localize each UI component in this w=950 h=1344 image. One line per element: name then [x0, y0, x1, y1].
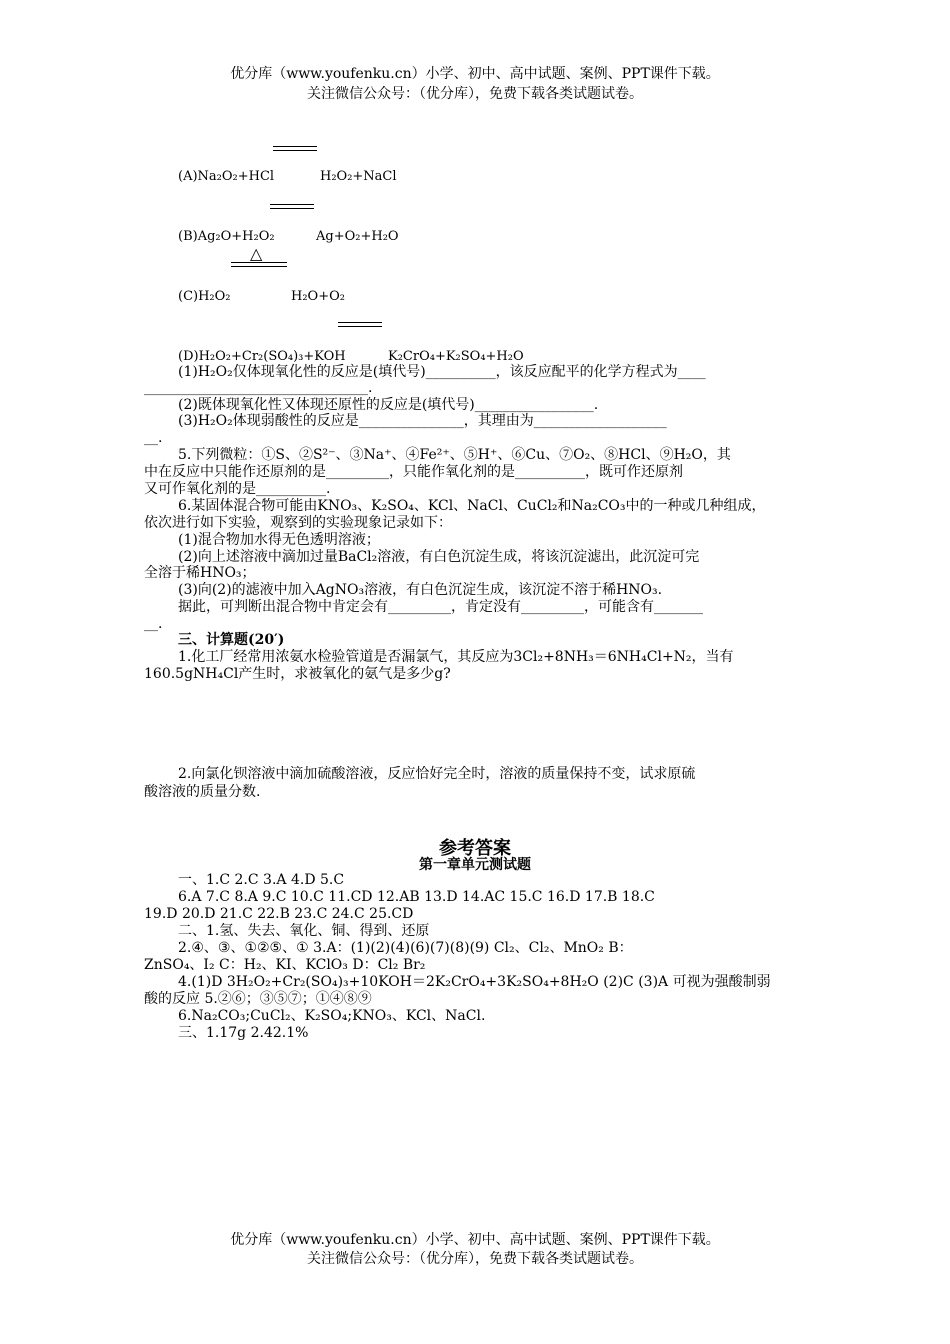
reaction-b-left: (B)Ag₂O+H₂O₂: [178, 229, 275, 244]
q6-line2: 依次进行如下实验，观察到的实验现象记录如下：: [144, 515, 452, 531]
calc-q1-line1: 1.化工厂经常用浓氨水检验管道是否漏氯气，其反应为3Cl₂+8NH₃＝6NH₄Cl+N₂，当有: [178, 649, 734, 665]
q6-line3: (1)混合物加水得无色透明溶液；: [178, 532, 380, 548]
q4-part2: (2)既体现氧化性又体现还原性的反应是(填代号)_________________.: [178, 397, 599, 413]
answer-line-1: 一、1.C 2.C 3.A 4.D 5.C: [178, 872, 345, 888]
page-footer-line1: 优分库（www.youfenku.cn）小学、初中、高中试题、案例、PPT课件下载。: [230, 1232, 720, 1248]
reaction-arrow-b: [270, 204, 314, 209]
page-footer-line2: 关注微信公众号：（优分库），免费下载各类试题试卷。: [307, 1251, 643, 1267]
answer-line-9: 6.Na₂CO₃;CuCl₂、K₂SO₄;KNO₃、KCl、NaCl.: [178, 1008, 486, 1024]
reaction-arrow-a: [273, 146, 317, 151]
answer-line-6: ZnSO₄、I₂ C：H₂、KI、KClO₃ D：Cl₂ Br₂: [144, 957, 426, 973]
reaction-c-left: (C)H₂O₂: [178, 289, 231, 304]
answer-line-8: 酸的反应 5.②⑥；③⑤⑦；①④⑧⑨: [144, 991, 372, 1007]
reaction-b-right: Ag+O₂+H₂O: [316, 229, 399, 244]
answer-line-10: 三、1.17g 2.42.1%: [178, 1025, 309, 1041]
q4-part1: (1)H₂O₂仅体现氧化性的反应是(填代号)__________，该反应配平的化学方程式为____: [178, 364, 706, 380]
answers-title: 参考答案: [439, 838, 511, 859]
reaction-arrow-c: [231, 262, 287, 267]
q4-part3-cont: __.: [144, 430, 163, 446]
reaction-arrow-d: [338, 322, 382, 327]
q5-line3: 又可作氧化剂的是__________.: [144, 481, 331, 497]
section3-heading: 三、计算题(20′): [178, 632, 285, 648]
heat-symbol: △: [250, 244, 263, 263]
calc-q1-line2: 160.5gNH₄Cl产生时，求被氧化的氨气是多少g?: [144, 666, 451, 682]
q6-line1: 6.某固体混合物可能由KNO₃、K₂SO₄、KCl、NaCl、CuCl₂和Na₂CO₃中的一种或几种组成，: [178, 498, 766, 514]
answer-line-5: 2.④、③、①②⑤、① 3.A：(1)(2)(4)(6)(7)(8)(9) Cl₂、Cl₂、MnO₂ B：: [178, 940, 633, 956]
reaction-c-right: H₂O+O₂: [291, 289, 345, 304]
q4-part3: (3)H₂O₂体现弱酸性的反应是_______________，其理由为___________________: [178, 413, 667, 429]
answer-line-3: 19.D 20.D 21.C 22.B 23.C 24.C 25.CD: [144, 906, 414, 922]
q6-line6: (3)向(2)的滤液中加入AgNO₃溶液，有白色沉淀生成，该沉淀不溶于稀HNO₃.: [178, 582, 663, 598]
answer-line-7: 4.(1)D 3H₂O₂+Cr₂(SO₄)₃+10KOH＝2K₂CrO₄+3K₂SO₄+8H₂O (2)C (3)A 可视为强酸制弱: [178, 974, 771, 990]
reaction-d-left: (D)H₂O₂+Cr₂(SO₄)₃+KOH: [178, 349, 346, 364]
q6-line8: __.: [144, 616, 163, 632]
answer-line-2: 6.A 7.C 8.A 9.C 10.C 11.CD 12.AB 13.D 14.AC 15.C 16.D 17.B 18.C: [178, 889, 655, 905]
answers-subtitle: 第一章单元测试题: [419, 857, 531, 873]
q5-line2: 中在反应中只能作还原剂的是_________，只能作氧化剂的是__________，既可作还原剂: [144, 464, 683, 480]
q6-line4: (2)向上述溶液中滴加过量BaCl₂溶液，有白色沉淀生成，将该沉淀滤出，此沉淀可完: [178, 549, 700, 565]
calc-q2-line2: 酸溶液的质量分数.: [144, 784, 261, 800]
page-header-line2: 关注微信公众号：（优分库），免费下载各类试题试卷。: [307, 86, 643, 102]
page-header-line1: 优分库（www.youfenku.cn）小学、初中、高中试题、案例、PPT课件下载。: [230, 66, 720, 82]
reaction-a-right: H₂O₂+NaCl: [320, 169, 397, 184]
calc-q2-line1: 2.向氯化钡溶液中滴加硫酸溶液，反应恰好完全时，溶液的质量保持不变，试求原硫: [178, 766, 696, 782]
q5-line1: 5.下列微粒：①S、②S²⁻、③Na⁺、④Fe²⁺、⑤H⁺、⑥Cu、⑦O₂、⑧HCl、⑨H₂O，其: [178, 447, 731, 463]
reaction-a-left: (A)Na₂O₂+HCl: [178, 169, 275, 184]
reaction-d-right: K₂CrO₄+K₂SO₄+H₂O: [388, 349, 524, 364]
q4-part1-cont: ________________________________.: [144, 380, 373, 396]
answer-line-4: 二、1.氢、失去、氧化、铜、得到、还原: [178, 923, 430, 939]
q6-line7: 据此，可判断出混合物中肯定会有_________，肯定没有_________，可能含有_______: [178, 599, 703, 615]
q6-line5: 全溶于稀HNO₃；: [144, 565, 256, 581]
